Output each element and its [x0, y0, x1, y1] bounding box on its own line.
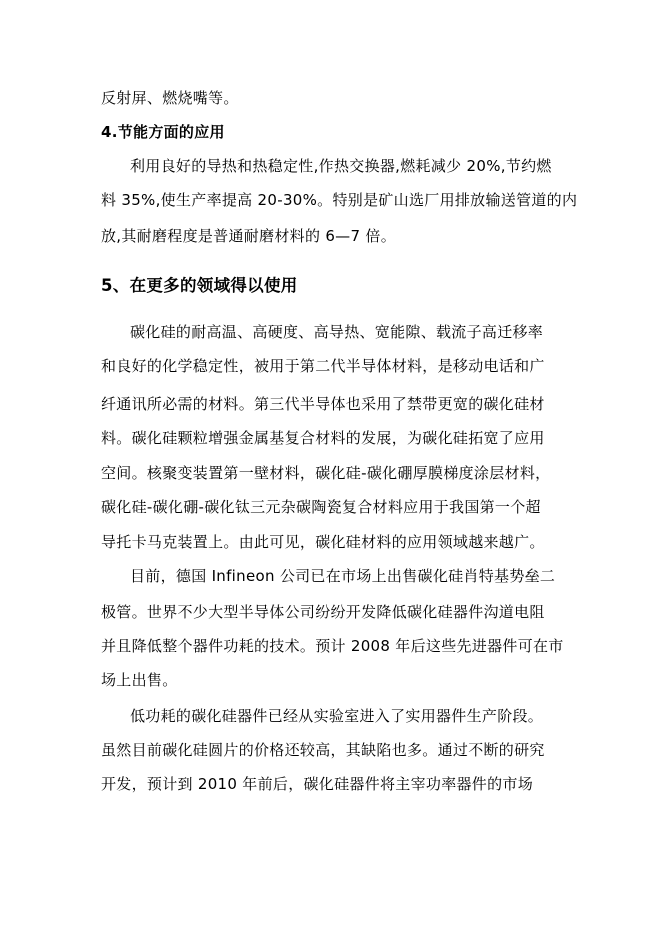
section-4-line: 放,其耐磨程度是普通耐磨材料的 6—7 倍。	[101, 227, 396, 245]
section-5-paragraph-3-line: 开发，预计到 2010 年前后，碳化硅器件将主宰功率器件的市场	[101, 775, 534, 793]
section-5-paragraph-3-line: 虽然目前碳化硅圆片的价格还较高，其缺陷也多。通过不断的研究	[101, 741, 545, 759]
section-4-line: 利用良好的导热和热稳定性,作热交换器,燃耗减少 20%,节约燃	[130, 157, 552, 175]
section-5-paragraph-1-line: 碳化硅的耐高温、高硬度、高导热、宽能隙、载流子高迁移率	[130, 323, 544, 341]
section-5-paragraph-1-line: 碳化硅-碳化硼-碳化钛三元杂碳陶瓷复合材料应用于我国第一个超	[101, 498, 541, 516]
section-5-paragraph-1-line: 和良好的化学稳定性，被用于第二代半导体材料，是移动电话和广	[101, 357, 545, 375]
section-5-paragraph-2-line: 并且降低整个器件功耗的技术。预计 2008 年后这些先进器件可在市	[101, 637, 564, 655]
section-5-paragraph-2-line: 极管。世界不少大型半导体公司纷纷开发降低碳化硅器件沟道电阻	[101, 603, 545, 621]
section-5-paragraph-1-line: 空间。核聚变装置第一壁材料，碳化硅-碳化硼厚膜梯度涂层材料，	[101, 464, 551, 482]
section-5-paragraph-1-line: 纤通讯所必需的材料。第三代半导体也采用了禁带更宽的碳化硅材	[101, 395, 545, 413]
section-5-paragraph-1-line: 导托卡马克装置上。由此可见，碳化硅材料的应用领域越来越广。	[101, 533, 545, 551]
section-5-heading: 5、在更多的领域得以使用	[101, 276, 298, 295]
section-5-paragraph-2-line: 目前，德国 Infineon 公司已在市场上出售碳化硅肖特基势垒二	[130, 567, 556, 585]
section-4-heading: 4.节能方面的应用	[101, 123, 225, 141]
carryover-line: 反射屏、燃烧嘴等。	[101, 89, 239, 107]
section-5-paragraph-2-line: 场上出售。	[101, 671, 178, 689]
section-4-line: 料 35%,使生产率提高 20-30%。特别是矿山选厂用排放输送管道的内	[101, 191, 578, 209]
section-5-paragraph-3-line: 低功耗的碳化硅器件已经从实验室进入了实用器件生产阶段。	[130, 707, 544, 725]
section-5-paragraph-1-line: 料。碳化硅颗粒增强金属基复合材料的发展，为碳化硅拓宽了应用	[101, 429, 545, 447]
